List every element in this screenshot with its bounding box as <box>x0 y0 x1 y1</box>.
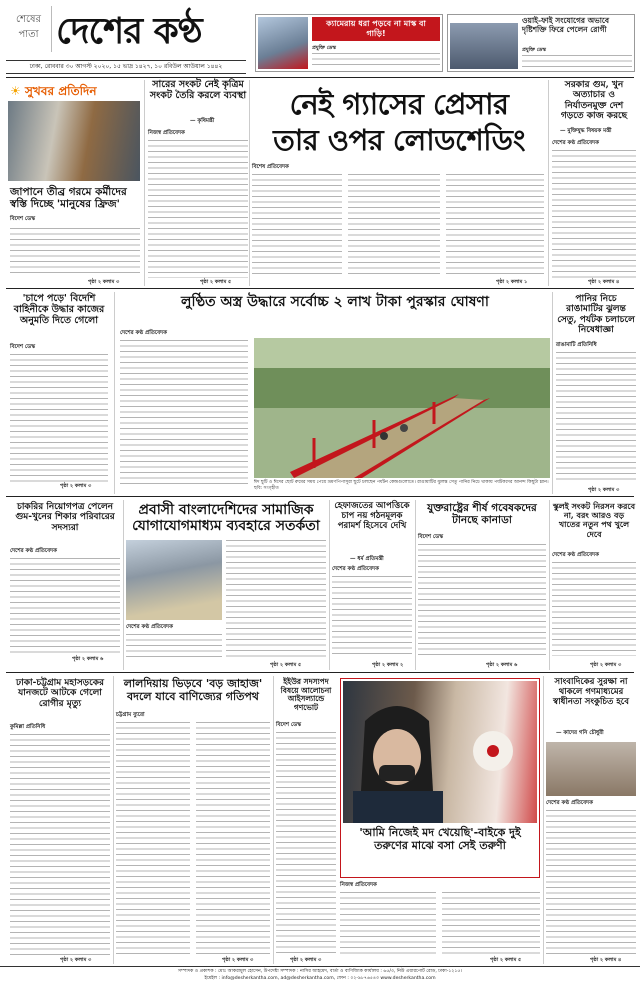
imprint-line-2: ইমেইল : info@desherkantha.com, ad@desherkantha.com, ফোন : ০২-৯৮৭৬৫৪৩ www.desherkantha.com <box>204 975 436 981</box>
laldiya-headline[interactable]: লালদিয়ায় ভিড়বে 'বড় জাহাজ' বদলে যাবে বাণিজ্যের গতিপথ <box>123 677 263 703</box>
teaser-wifi[interactable] <box>447 14 635 72</box>
teaser-headline: ওয়াই-ফাই সংযোগের অভাবে দৃষ্টিশক্তি ফিরে পেলেন রোগী <box>522 16 610 34</box>
feature-headline: 'আমি নিজেই মদ খেয়েছি'-বাইকে দুই তরুণের মাঝে বসা সেই তরুণী <box>359 826 521 852</box>
eu-continued: পৃষ্ঠা ২ কলাম ৩ <box>290 957 322 963</box>
teaser-photo <box>258 17 308 69</box>
juktorastro-byline: বিদেশ ডেস্ক <box>418 534 444 540</box>
sukhobar-byline: বিদেশ ডেস্ক <box>10 216 36 222</box>
hefajot-headline[interactable]: হেফাজতের আপত্তিকে চাপ নয় গঠনমূলক পরামর্শ হিসেবে দেখি <box>334 501 410 531</box>
feature-box[interactable] <box>340 678 540 878</box>
chakrir-byline: দেশের কণ্ঠ প্রতিবেদক <box>10 548 57 554</box>
newspaper-title: দেশের কণ্ঠ <box>56 10 202 52</box>
lunthito-headline[interactable]: লুণ্ঠিত অস্ত্র উদ্ধারে সর্বোচ্চ ২ লাখ টাকা পুরস্কার ঘোষণা <box>181 294 489 310</box>
pani-headline[interactable]: পানির নিচে রাঙামাটির ঝুলন্ত সেতু, পর্যটক চলাচলে নিষেধাজ্ঞা <box>557 294 635 336</box>
school-byline: দেশের কণ্ঠ প্রতিবেদক <box>552 552 599 558</box>
feature-photo-art <box>343 681 537 823</box>
laldiya-continued: পৃষ্ঠা ২ কলাম ৩ <box>222 957 254 963</box>
right-top-quote: — মুক্তিযুদ্ধ বিষয়ক মন্ত্রী <box>560 128 612 134</box>
teaser-camera[interactable] <box>255 14 443 72</box>
lead-banner[interactable] <box>252 82 546 162</box>
probashi-continued: পৃষ্ঠা ২ কলাম ৫ <box>270 662 302 668</box>
sarer-continued: পৃষ্ঠা ২ কলাম ৫ <box>200 279 232 285</box>
eu-byline: বিদেশ ডেস্ক <box>276 722 302 728</box>
lunthito-byline: দেশের কণ্ঠ প্রতিবেদক <box>120 330 167 336</box>
chakrir-headline[interactable]: চাকরির নিয়োগপত্র পেলেন গুম-খুনের শিকার পরিবারের সদস্যরা <box>15 502 115 533</box>
teaser-photo <box>450 23 518 69</box>
imprint-line-1: সম্পাদক ও প্রকাশক : মোঃ আকরামুল হোসেন, উপদেষ্টা সম্পাদক : নাসির আহমেদ, বার্তা ও বাণিজ্যিক কার্যালয় : ৬৫/৩, নিউ এয়ারপোর্ট রোড, ঢাকা-১২১৫। <box>178 969 462 974</box>
sangbadik-photo <box>546 742 636 796</box>
chape-headline[interactable]: 'চাপে পড়ে' বিদেশি বাহিনীকে উদ্ধার কাজের অনুমতি দিতে গেলো <box>13 293 105 326</box>
dhaka-ctg-byline: কুমিল্লা প্রতিনিধি <box>10 724 46 730</box>
sangbadik-byline: দেশের কণ্ঠ প্রতিবেদক <box>546 800 593 806</box>
right-top-continued: পৃষ্ঠা ২ কলাম ৪ <box>588 279 620 285</box>
feature-photo <box>343 681 537 823</box>
probashi-headline[interactable]: প্রবাসী বাংলাদেশিদের সামাজিক যোগাযোগমাধ্যম ব্যবহারে সতর্কতা <box>132 502 320 535</box>
sangbadik-quote: — কাদের গনি চৌধুরী <box>556 730 604 736</box>
chape-byline: বিদেশ ডেস্ক <box>10 344 36 350</box>
photo-caption: ঈদ ছুটি ও ঈদের ছোট রুমের সময় পেয়ে ভ্রমণপিপাসুরা ছুটে চলছেন পর্যটন কেন্দ্রগুলোতে। রাঙামাটির ঝুলন্ত সেতু পানির নিচে থাকায় পর্যটকদের আনন্দ কিছুটা ম্লান। ছবি: সংগৃহীত <box>254 480 549 491</box>
dateline: ঢাকা, রোববার ৩০ আগস্ট ২০২০, ১৫ ভাদ্র ১৪২৭, ১০ রবিউল আউয়াল ১৪৪২ <box>6 60 246 74</box>
sarer-byline: নিজস্ব প্রতিবেদক <box>148 130 185 136</box>
sukhobar-headline[interactable]: জাপানে তীব্র গরমে কর্মীদের স্বস্তি দিচ্ছে 'মানুষের ফ্রিজ' <box>10 186 127 211</box>
hefajot-byline: দেশের কণ্ঠ প্রতিবেদক <box>332 566 379 572</box>
sukhobar-brand: ☀ সুখবর প্রতিদিন <box>10 84 97 98</box>
construction-photo <box>126 540 222 620</box>
laldiya-byline: চট্টগ্রাম ব্যুরো <box>116 712 145 718</box>
juktorastro-continued: পৃষ্ঠা ২ কলাম ৬ <box>486 662 518 668</box>
teaser-label: প্রযুক্তি ডেস্ক <box>312 45 336 51</box>
lead-headline-1: নেই গ্যাসের প্রেসার <box>289 87 509 121</box>
sarer-quote: — কৃষিমন্ত্রী <box>190 118 215 124</box>
hefajot-continued: পৃষ্ঠা ২ কলাম ২ <box>372 662 404 668</box>
sarer-headline[interactable]: সারের সংকট নেই কৃত্রিম সংকট তৈরি করলে ব্যবস্থা <box>149 79 247 101</box>
school-continued: পৃষ্ঠা ২ কলাম ৩ <box>590 662 622 668</box>
dhaka-ctg-headline[interactable]: ঢাকা-চট্টগ্রাম মহাসড়কের যানজটে আটকে গেলো রোগীর মৃত্যু <box>16 678 104 709</box>
sukhobar-continued: পৃষ্ঠা ২ কলাম ৩ <box>88 279 120 285</box>
sukhobar-photo <box>8 101 140 181</box>
sun-icon: ☀ <box>10 84 21 98</box>
teaser-headline: ক্যামেরায় ধরা পড়বে না মাস্ক বা গাড়ি! <box>312 17 440 41</box>
pani-continued: পৃষ্ঠা ২ কলাম ৩ <box>588 487 620 493</box>
bridge-photo <box>254 338 550 478</box>
pani-byline: রাঙামাটি প্রতিনিধি <box>556 342 597 348</box>
right-top-byline: দেশের কণ্ঠ প্রতিবেদক <box>552 140 599 146</box>
section-label: শেষের পাতা <box>6 6 52 52</box>
chakrir-continued: পৃষ্ঠা ২ কলাম ৬ <box>72 656 104 662</box>
hefajot-quote: — ধর্ম প্রতিমন্ত্রী <box>350 556 384 562</box>
feature-byline: নিজস্ব প্রতিবেদক <box>340 882 377 888</box>
bridge-photo-art <box>254 338 550 478</box>
sangbadik-headline[interactable]: সাংবাদিকের সুরক্ষা না থাকলে গণমাধ্যমের স্বাধীনতা সংকুচিত হবে <box>553 677 629 707</box>
eu-headline[interactable]: ইইউর সদস্যপদ বিষয়ে আলোচনা আইসল্যান্ডে গণভোট <box>280 677 332 712</box>
lead-byline: বিশেষ প্রতিবেদক <box>252 164 289 170</box>
sangbadik-continued: পৃষ্ঠা ২ কলাম ৪ <box>590 957 622 963</box>
juktorastro-headline[interactable]: যুক্তরাষ্ট্রের শীর্ষ গবেষকদের টানছে কানাডা <box>427 502 537 527</box>
feature-continued: পৃষ্ঠা ২ কলাম ৫ <box>490 957 522 963</box>
right-top-headline[interactable]: সরকার গুম, খুন অত্যাচার ও নির্যাতনমুক্ত দেশ গড়তে কাজ করছে <box>560 80 628 122</box>
dhaka-ctg-continued: পৃষ্ঠা ২ কলাম ৩ <box>60 957 92 963</box>
imprint-footer <box>0 966 640 985</box>
teaser-label: প্রযুক্তি ডেস্ক <box>522 47 546 53</box>
school-headline[interactable]: স্কুলই সংকট নিরসন করবে না, বরং আরও বড় খাতের নতুন পথ খুলে দেবে <box>552 501 636 539</box>
chape-continued: পৃষ্ঠা ২ কলাম ৩ <box>60 483 92 489</box>
lead-continued: পৃষ্ঠা ২ কলাম ১ <box>496 279 528 285</box>
probashi-byline: দেশের কণ্ঠ প্রতিবেদক <box>126 624 173 630</box>
lead-headline-2: তার ওপর লোডশেডিং <box>273 123 525 157</box>
